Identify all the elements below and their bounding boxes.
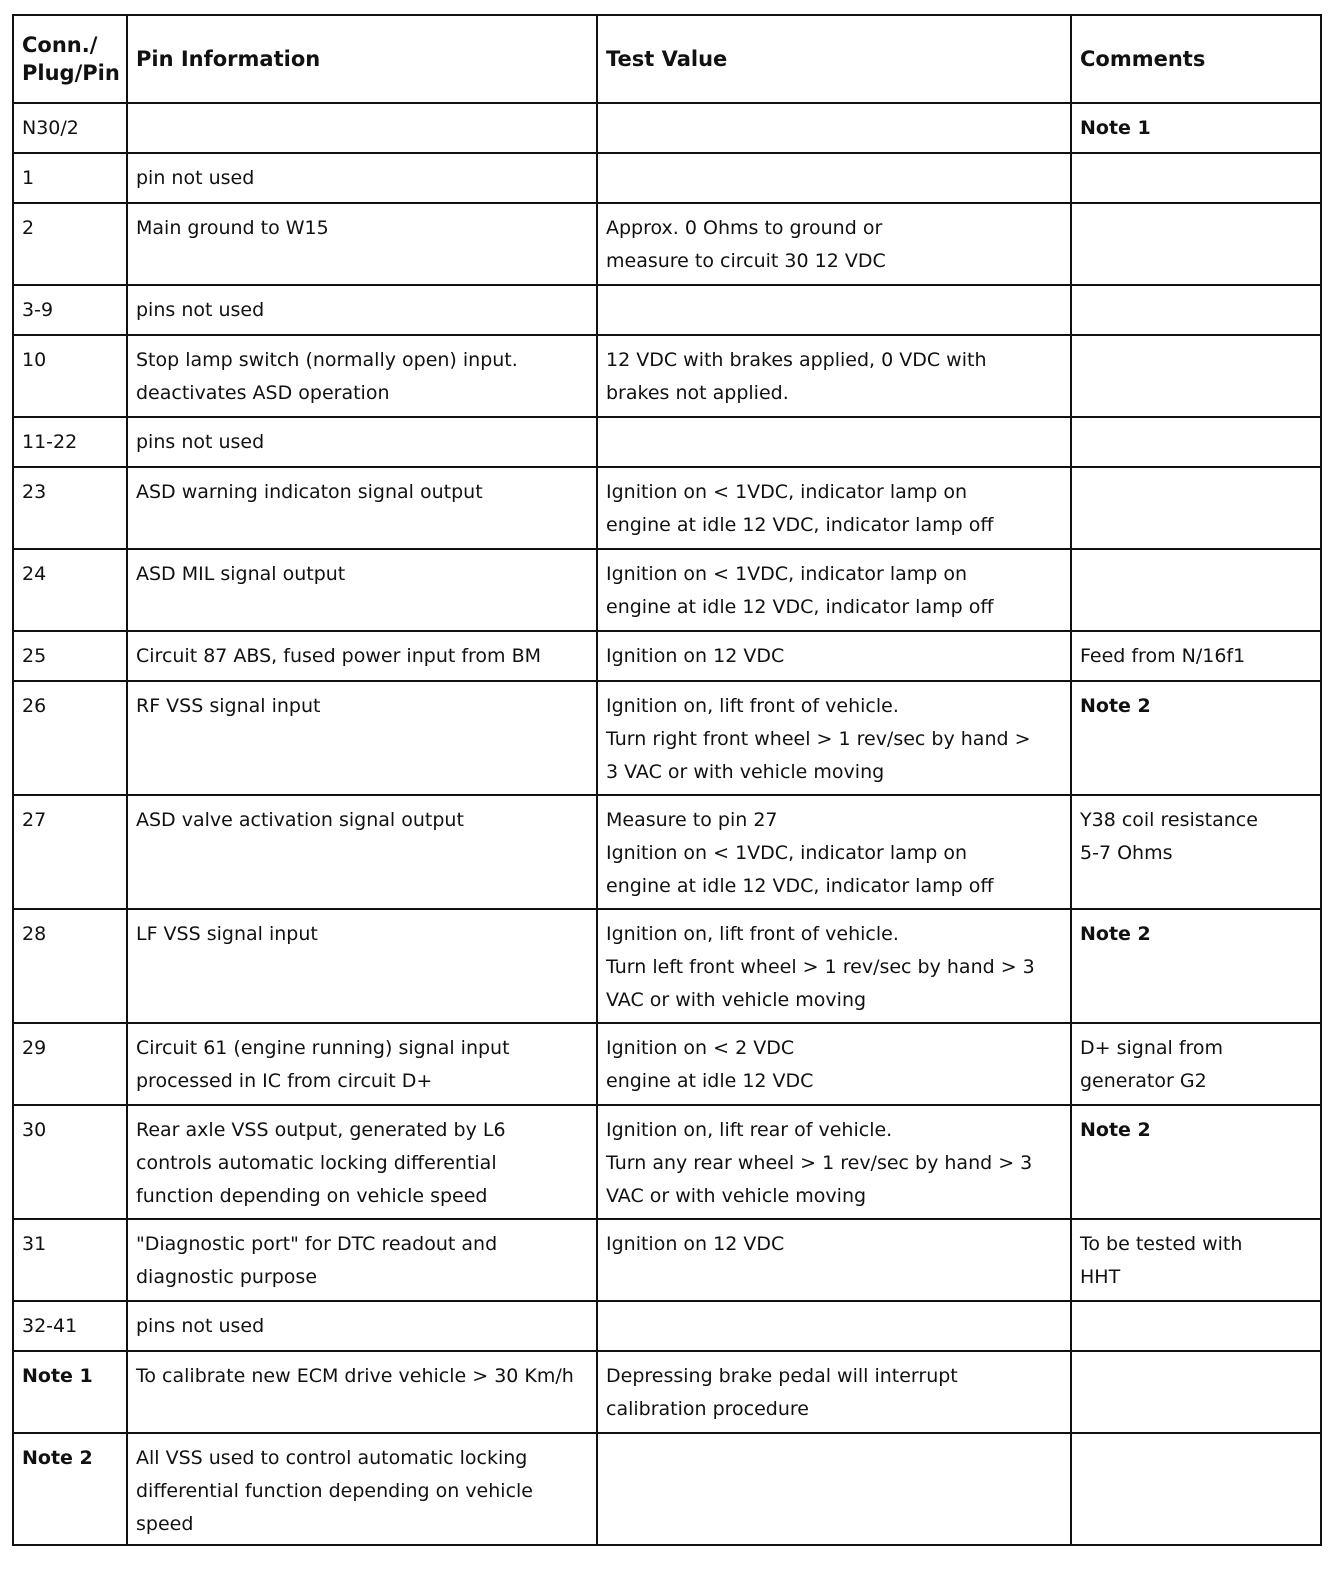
cell-comments xyxy=(1071,1105,1321,1219)
table-row xyxy=(13,631,1321,681)
cell-pin-information xyxy=(127,795,597,909)
cell-pin: Note 2 xyxy=(13,1433,127,1545)
cell-pin: 31 xyxy=(13,1219,127,1301)
cell-line: Turn any rear wheel > 1 rev/sec by hand > 3 xyxy=(606,1152,1033,1174)
header-conn-plug-pin: Conn./ Plug/Pin xyxy=(13,15,127,103)
cell-comments xyxy=(1071,467,1321,549)
cell-pin: 30 xyxy=(13,1105,127,1219)
cell-line: ASD valve activation signal output xyxy=(136,809,464,831)
header-pin-information: Pin Information xyxy=(127,15,597,103)
cell-pin: 2 xyxy=(13,203,127,285)
cell-line: 5-7 Ohms xyxy=(1080,842,1173,864)
cell-comments xyxy=(1071,335,1321,417)
cell-line: VAC or with vehicle moving xyxy=(606,1185,867,1207)
table-body xyxy=(13,103,1321,1545)
cell-pin: 1 xyxy=(13,153,127,203)
cell-test-value xyxy=(597,1023,1071,1105)
cell-line: ASD MIL signal output xyxy=(136,563,346,585)
cell-comments xyxy=(1071,681,1321,795)
table-row xyxy=(13,335,1321,417)
cell-line: Ignition on, lift rear of vehicle. xyxy=(606,1119,893,1141)
header-comments: Comments xyxy=(1071,15,1321,103)
cell-pin: 26 xyxy=(13,681,127,795)
cell-pin: 27 xyxy=(13,795,127,909)
cell-line: Ignition on < 1VDC, indicator lamp on xyxy=(606,481,968,503)
cell-test-value xyxy=(597,153,1071,203)
cell-comments xyxy=(1071,1023,1321,1105)
cell-pin: 29 xyxy=(13,1023,127,1105)
cell-pin-information xyxy=(127,631,597,681)
cell-line: deactivates ASD operation xyxy=(136,382,390,404)
cell-pin-information xyxy=(127,1023,597,1105)
cell-test-value xyxy=(597,909,1071,1023)
cell-line: Ignition on, lift front of vehicle. xyxy=(606,923,899,945)
cell-test-value xyxy=(597,467,1071,549)
table-row xyxy=(13,795,1321,909)
cell-line: Rear axle VSS output, generated by L6 xyxy=(136,1119,506,1141)
cell-line: To calibrate new ECM drive vehicle > 30 Km/h xyxy=(136,1365,574,1387)
cell-line: calibration procedure xyxy=(606,1398,809,1420)
cell-test-value xyxy=(597,1105,1071,1219)
cell-line: Ignition on < 2 VDC xyxy=(606,1037,795,1059)
pin-table xyxy=(12,14,1322,1546)
cell-test-value xyxy=(597,335,1071,417)
cell-line: Note 2 xyxy=(1080,695,1151,717)
cell-comments xyxy=(1071,285,1321,335)
cell-line: VAC or with vehicle moving xyxy=(606,989,867,1011)
cell-test-value xyxy=(597,285,1071,335)
cell-line: pins not used xyxy=(136,299,265,321)
cell-comments xyxy=(1071,103,1321,153)
cell-line: LF VSS signal input xyxy=(136,923,318,945)
table-row xyxy=(13,1023,1321,1105)
cell-test-value xyxy=(597,1351,1071,1433)
cell-line: Ignition on 12 VDC xyxy=(606,645,785,667)
cell-pin-information xyxy=(127,153,597,203)
cell-line: 3 VAC or with vehicle moving xyxy=(606,761,885,783)
cell-pin-information xyxy=(127,1351,597,1433)
table-row xyxy=(13,1219,1321,1301)
cell-line: brakes not applied. xyxy=(606,382,789,404)
cell-pin-information xyxy=(127,1219,597,1301)
cell-line: All VSS used to control automatic locking xyxy=(136,1447,528,1469)
cell-test-value xyxy=(597,1301,1071,1351)
cell-pin: Note 1 xyxy=(13,1351,127,1433)
cell-pin-information xyxy=(127,285,597,335)
cell-pin: 11-22 xyxy=(13,417,127,467)
cell-comments xyxy=(1071,1433,1321,1545)
table-row xyxy=(13,1351,1321,1433)
cell-line: Turn left front wheel > 1 rev/sec by hand > 3 xyxy=(606,956,1035,978)
cell-pin-information xyxy=(127,681,597,795)
table-row xyxy=(13,909,1321,1023)
cell-comments xyxy=(1071,1351,1321,1433)
cell-test-value xyxy=(597,103,1071,153)
cell-pin: 10 xyxy=(13,335,127,417)
cell-line: RF VSS signal input xyxy=(136,695,321,717)
cell-line: Ignition on, lift front of vehicle. xyxy=(606,695,899,717)
cell-line: Feed from N/16f1 xyxy=(1080,645,1246,667)
cell-line: measure to circuit 30 12 VDC xyxy=(606,250,886,272)
cell-line: Stop lamp switch (normally open) input. xyxy=(136,349,518,371)
cell-line: engine at idle 12 VDC, indicator lamp off xyxy=(606,596,994,618)
cell-test-value xyxy=(597,1433,1071,1545)
cell-pin: 23 xyxy=(13,467,127,549)
cell-line: Circuit 61 (engine running) signal input xyxy=(136,1037,510,1059)
table-row xyxy=(13,1301,1321,1351)
cell-line: Measure to pin 27 xyxy=(606,809,778,831)
cell-test-value xyxy=(597,681,1071,795)
cell-line: speed xyxy=(136,1513,194,1535)
cell-pin-information xyxy=(127,417,597,467)
cell-line: diagnostic purpose xyxy=(136,1266,318,1288)
cell-test-value xyxy=(597,417,1071,467)
table-row xyxy=(13,285,1321,335)
cell-pin: 3-9 xyxy=(13,285,127,335)
cell-line: 12 VDC with brakes applied, 0 VDC with xyxy=(606,349,987,371)
cell-line: generator G2 xyxy=(1080,1070,1207,1092)
cell-line: engine at idle 12 VDC, indicator lamp off xyxy=(606,875,994,897)
table-row xyxy=(13,467,1321,549)
cell-pin: 32-41 xyxy=(13,1301,127,1351)
cell-line: Main ground to W15 xyxy=(136,217,329,239)
cell-comments xyxy=(1071,417,1321,467)
cell-comments xyxy=(1071,1219,1321,1301)
cell-comments xyxy=(1071,153,1321,203)
cell-line: To be tested with xyxy=(1080,1233,1243,1255)
cell-pin: 25 xyxy=(13,631,127,681)
cell-line: Circuit 87 ABS, fused power input from BM xyxy=(136,645,542,667)
cell-line: Y38 coil resistance xyxy=(1080,809,1258,831)
cell-line: processed in IC from circuit D+ xyxy=(136,1070,433,1092)
cell-line: Ignition on < 1VDC, indicator lamp on xyxy=(606,842,968,864)
cell-line: differential function depending on vehicle xyxy=(136,1480,533,1502)
table-row xyxy=(13,153,1321,203)
cell-comments xyxy=(1071,795,1321,909)
table-row xyxy=(13,1105,1321,1219)
cell-test-value xyxy=(597,549,1071,631)
cell-line: Ignition on 12 VDC xyxy=(606,1233,785,1255)
header-row xyxy=(13,15,1321,103)
cell-pin-information xyxy=(127,203,597,285)
cell-line: HHT xyxy=(1080,1266,1121,1288)
cell-comments xyxy=(1071,1301,1321,1351)
table-row xyxy=(13,417,1321,467)
cell-line: Note 2 xyxy=(1080,923,1151,945)
table-row xyxy=(13,681,1321,795)
cell-pin-information xyxy=(127,1433,597,1545)
cell-line: Ignition on < 1VDC, indicator lamp on xyxy=(606,563,968,585)
cell-pin: 24 xyxy=(13,549,127,631)
cell-line: Depressing brake pedal will interrupt xyxy=(606,1365,958,1387)
cell-pin-information xyxy=(127,909,597,1023)
cell-test-value xyxy=(597,631,1071,681)
cell-comments xyxy=(1071,203,1321,285)
cell-pin-information xyxy=(127,1105,597,1219)
cell-pin-information xyxy=(127,467,597,549)
cell-comments xyxy=(1071,909,1321,1023)
cell-test-value xyxy=(597,203,1071,285)
cell-line: Note 2 xyxy=(1080,1119,1151,1141)
cell-line: function depending on vehicle speed xyxy=(136,1185,488,1207)
cell-line: ASD warning indicaton signal output xyxy=(136,481,483,503)
cell-comments xyxy=(1071,549,1321,631)
cell-line: pin not used xyxy=(136,167,255,189)
header-test-value: Test Value xyxy=(597,15,1071,103)
cell-pin-information xyxy=(127,549,597,631)
cell-test-value xyxy=(597,795,1071,909)
cell-line: pins not used xyxy=(136,1315,265,1337)
cell-line: pins not used xyxy=(136,431,265,453)
cell-line: "Diagnostic port" for DTC readout and xyxy=(136,1233,498,1255)
cell-test-value xyxy=(597,1219,1071,1301)
cell-line: Note 1 xyxy=(1080,117,1151,139)
cell-line: Approx. 0 Ohms to ground or xyxy=(606,217,883,239)
cell-line: Turn right front wheel > 1 rev/sec by hand > xyxy=(606,728,1031,750)
cell-pin-information xyxy=(127,335,597,417)
cell-pin-information xyxy=(127,1301,597,1351)
cell-line: engine at idle 12 VDC, indicator lamp off xyxy=(606,514,994,536)
table-row xyxy=(13,203,1321,285)
cell-line: controls automatic locking differential xyxy=(136,1152,497,1174)
cell-line: engine at idle 12 VDC xyxy=(606,1070,814,1092)
table-row xyxy=(13,1433,1321,1545)
cell-pin-information xyxy=(127,103,597,153)
cell-comments xyxy=(1071,631,1321,681)
cell-line: D+ signal from xyxy=(1080,1037,1224,1059)
table-row xyxy=(13,549,1321,631)
cell-pin: N30/2 xyxy=(13,103,127,153)
table-row xyxy=(13,103,1321,153)
cell-pin: 28 xyxy=(13,909,127,1023)
